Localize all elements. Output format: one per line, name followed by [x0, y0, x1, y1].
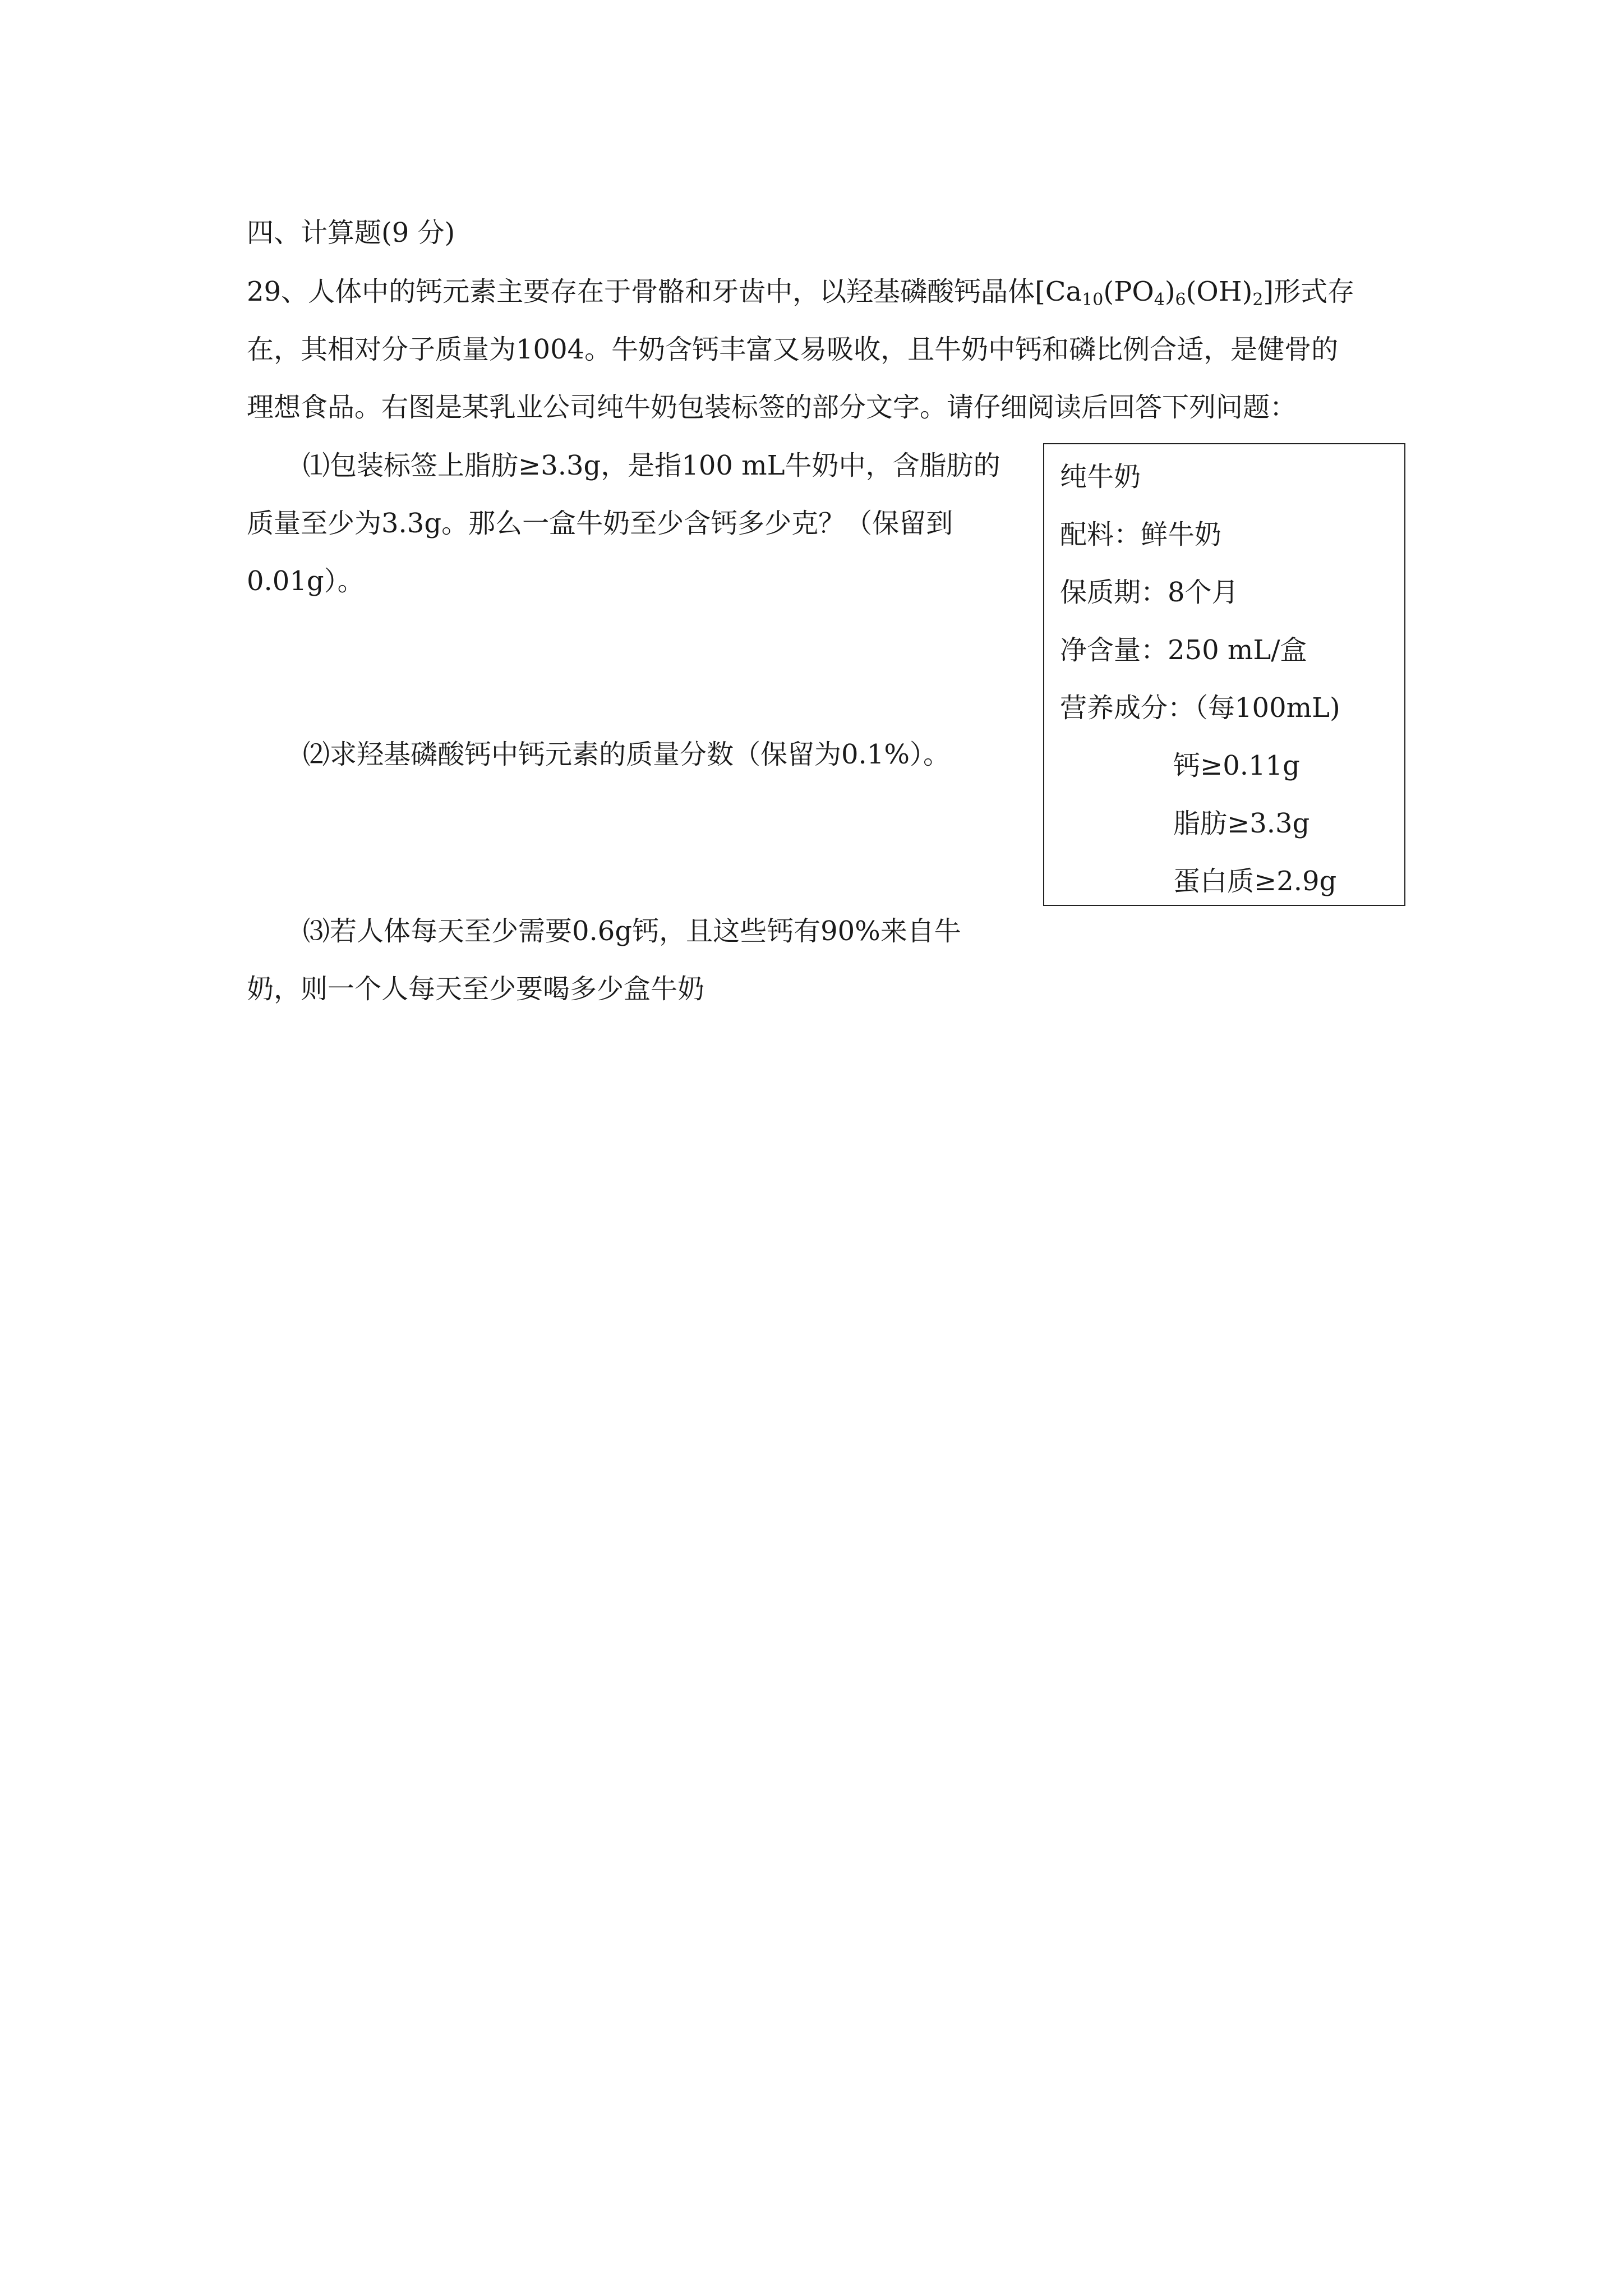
- question-1-line-1: ⑴包装标签上脂肪≥3.3g，是指100 mL牛奶中，含脂肪的: [303, 450, 1000, 481]
- question-3-line-1: ⑶若人体每天至少需要0.6g钙，且这些钙有90%来自牛: [303, 915, 961, 947]
- label-ingredients: 配料：鲜牛奶: [1060, 519, 1222, 550]
- intro-text-a: 29、人体中的钙元素主要存在于骨骼和牙齿中，以羟基磷酸钙晶体[Ca: [247, 276, 1082, 307]
- label-calcium: 钙≥0.11g: [1173, 750, 1300, 781]
- intro-sub-4: 2: [1252, 290, 1264, 310]
- intro-sub-1: 10: [1082, 290, 1104, 310]
- question-1-line-2: 质量至少为3.3g。那么一盒牛奶至少含钙多少克？（保留到: [247, 508, 953, 539]
- section-heading: 四、计算题(9 分): [247, 217, 455, 249]
- label-fat: 脂肪≥3.3g: [1173, 808, 1310, 839]
- problem-intro-line-3: 理想食品。右图是某乳业公司纯牛奶包装标签的部分文字。请仔细阅读后回答下列问题：: [247, 392, 1297, 423]
- problem-intro-line-1: [247, 275, 1354, 309]
- problem-intro-line-2: 在，其相对分子质量为1004。牛奶含钙丰富又易吸收，且牛奶中钙和磷比例合适，是健骨的: [247, 334, 1339, 365]
- milk-label-box: [1043, 443, 1405, 906]
- intro-sub-2: 4: [1154, 290, 1165, 310]
- label-shelf-life: 保质期：8个月: [1060, 577, 1239, 608]
- label-nutrition-heading: 营养成分：（每100mL): [1060, 692, 1340, 724]
- intro-text-c: ): [1164, 276, 1175, 307]
- label-product-name: 纯牛奶: [1060, 461, 1141, 493]
- intro-text-b: (PO: [1103, 276, 1154, 307]
- question-3-line-2: 奶，则一个人每天至少要喝多少盒牛奶: [247, 973, 705, 1005]
- question-1-line-3: 0.01g）。: [247, 565, 365, 597]
- label-net-content: 净含量：250 mL/盒: [1060, 634, 1307, 666]
- question-2-line-1: ⑵求羟基磷酸钙中钙元素的质量分数（保留为0.1%）。: [303, 739, 950, 770]
- intro-sub-3: 6: [1175, 290, 1186, 310]
- intro-text-e: ]形式存: [1263, 276, 1355, 307]
- label-protein: 蛋白质≥2.9g: [1173, 866, 1337, 897]
- intro-text-d: (OH): [1186, 276, 1253, 307]
